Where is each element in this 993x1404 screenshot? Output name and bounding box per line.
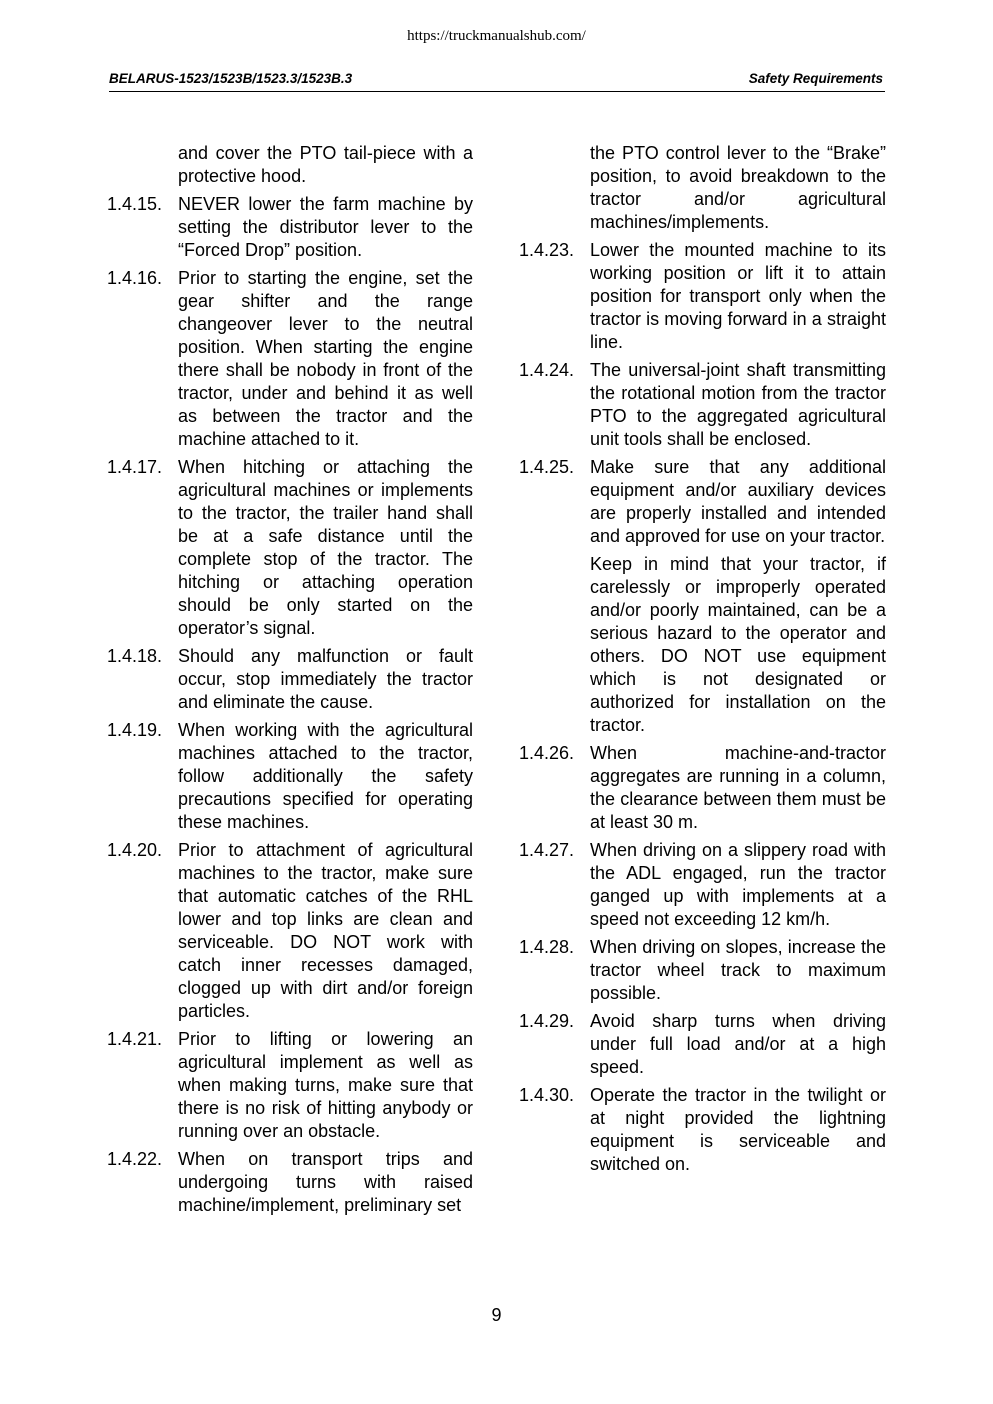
requirement-item [107,839,473,1023]
item-paragraph: When machine-and-tractor aggregates are running in a column, the clearance between them must be at least 30 m. [590,743,886,832]
item-body [178,1148,473,1217]
requirement-item [519,359,886,451]
item-list [107,193,473,1217]
requirement-item [107,456,473,640]
item-number: 1.4.28. [519,937,575,957]
requirement-item [519,239,886,354]
left-column [107,142,473,1222]
item-body [590,936,886,1005]
requirement-item [107,193,473,262]
item-paragraph: When working with the agricultural machines attached to the tractor, follow additionally the safety precautions specified for operating these machines. [178,720,473,832]
item-body [590,359,886,451]
item-number: 1.4.22. [107,1149,163,1169]
item-number: 1.4.27. [519,840,575,860]
item-paragraph: Avoid sharp turns when driving under full load and/or at a high speed. [590,1011,886,1077]
item-body [178,839,473,1023]
source-url: https://truckmanualshub.com/ [407,28,586,44]
item-paragraph: When driving on a slippery road with the ADL engaged, run the tractor ganged up with implements at a speed not exceeding 12 km/h. [590,840,886,929]
requirement-item [519,456,886,737]
item-paragraph: Make sure that any additional equipment and/or auxiliary devices are properly installed and intended and approved for use on your tractor. [590,457,886,546]
item-number: 1.4.30. [519,1085,575,1105]
requirement-item [519,839,886,931]
item-body [590,456,886,737]
requirement-item [519,1010,886,1079]
item-number: 1.4.20. [107,840,163,860]
header-section-title: Safety Requirements [748,71,883,86]
item-body [178,719,473,834]
item-paragraph: Prior to lifting or lowering an agricultural implement as well as when making turns, make sure that there is no risk of hitting anybody or running over an obstacle. [178,1029,473,1141]
running-header [109,71,885,92]
continuation-text: and cover the PTO tail-piece with a protective hood. [178,143,473,186]
item-paragraph: Prior to attachment of agricultural machines to the tractor, make sure that automatic catches of the RHL lower and top links are clean and serviceable. DO NOT work with catch inner recesses damaged, clogged up with dirt and/or foreign particles. [178,840,473,1021]
item-body [590,1010,886,1079]
item-body [178,193,473,262]
item-list [519,239,886,1176]
requirement-item [107,1028,473,1143]
item-number: 1.4.21. [107,1029,163,1049]
item-number: 1.4.17. [107,457,163,477]
item-paragraph: NEVER lower the farm machine by setting the distributor lever to the “Forced Drop” position. [178,194,473,260]
item-paragraph: Should any malfunction or fault occur, stop immediately the tractor and eliminate the cause. [178,646,473,712]
requirement-item [107,1148,473,1217]
item-paragraph: When driving on slopes, increase the tractor wheel track to maximum possible. [590,937,886,1003]
item-paragraph: Operate the tractor in the twilight or at night provided the lightning equipment is serviceable and switched on. [590,1085,886,1174]
requirement-item [107,267,473,451]
item-number: 1.4.29. [519,1011,575,1031]
item-number: 1.4.18. [107,646,163,666]
item-paragraph: Lower the mounted machine to its working position or lift it to attain position for transport only when the tractor is moving forward in a straight line. [590,240,886,352]
item-body [178,456,473,640]
item-paragraph: The universal-joint shaft transmitting the rotational motion from the tractor PTO to the aggregated agricultural unit tools shall be enclosed. [590,360,886,449]
continuation-text: the PTO control lever to the “Brake” position, to avoid breakdown to the tractor and/or agricultural machines/implements. [590,143,886,232]
right-column [519,142,886,1181]
item-body [590,1084,886,1176]
requirement-item [519,1084,886,1176]
item-body [590,742,886,834]
item-body [178,645,473,714]
requirement-item [519,742,886,834]
item-paragraph: When on transport trips and undergoing turns with raised machine/implement, preliminary set [178,1149,473,1215]
item-body [590,239,886,354]
header-model: BELARUS-1523/1523B/1523.3/1523B.3 [109,71,353,86]
item-number: 1.4.15. [107,194,163,214]
requirement-item [107,719,473,834]
item-number: 1.4.23. [519,240,575,260]
requirement-item [107,645,473,714]
requirement-item [519,936,886,1005]
item-body [590,839,886,931]
item-number: 1.4.16. [107,268,163,288]
item-number: 1.4.26. [519,743,575,763]
item-paragraph: Prior to starting the engine, set the gear shifter and the range changeover lever to the neutral position. When starting the engine there shall be nobody in front of the tractor, under and behind it as well as between the tractor and the machine attached to it. [178,268,473,449]
item-body [178,267,473,451]
item-paragraph: When hitching or attaching the agricultural machines or implements to the tractor, the trailer hand shall be at a safe distance until the complete stop of the tractor. The hitching or attaching operation should be only started on the operator’s signal. [178,457,473,638]
item-number: 1.4.25. [519,457,575,477]
item-body [178,1028,473,1143]
item-number: 1.4.24. [519,360,575,380]
page-number: 9 [491,1305,502,1325]
item-paragraph: Keep in mind that your tractor, if carelessly or improperly operated and/or poorly maintained, can be a serious hazard to the operator and others. DO NOT use equipment which is not designated or authorized for installation on the tractor. [590,554,886,735]
item-number: 1.4.19. [107,720,163,740]
